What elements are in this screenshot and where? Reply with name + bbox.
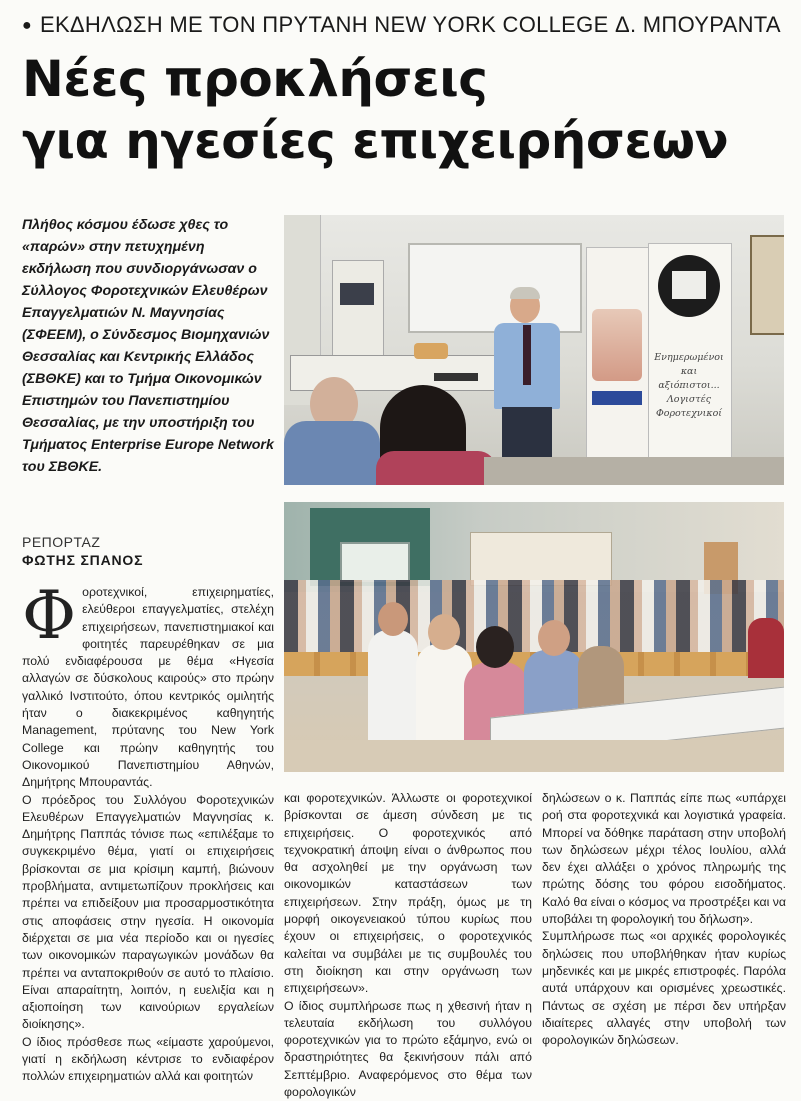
speaker-tie — [523, 325, 531, 385]
kicker-text: ΕΚΔΗΛΩΣΗ ΜΕ ΤΟΝ ΠΡΥΤΑΝΗ NEW YORK COLLEGE Δ. ΜΠΟΥΡΑΝΤΑ — [39, 12, 781, 37]
banner-text-4: Φοροτεχνικοί — [655, 408, 723, 419]
photo-speaker — [284, 215, 784, 485]
banner-text-3: Λογιστές — [666, 394, 712, 405]
banner-text — [650, 351, 728, 421]
floor — [484, 457, 784, 485]
paragraph-text: οροτεχνικοί, επιχειρηματίες, ελεύθεροι επαγγελματίες, στελέχη επιχειρήσεων, πανεπιστημιακοί και φοιτητές παρευρέθηκαν σε μια πολύ ενδιαφέρουσα με θέμα «Ηγεσία αλλαγών σε δύσκολους καιρούς» στο πρώην γαλλικό Ινστιτούτο, όπου κεντρικός ομιλητής ήταν ο διακεκριμένος καθηγητής Management, πρύτανης του New York College και πρώην καθηγητής του Οικονομικού Πανεπιστημίου Αθηνών, Δημήτρης Μπουραντάς. — [22, 585, 274, 790]
banner-text-1: Ενημερωμένοι — [654, 352, 724, 363]
lead-paragraph: Πλήθος κόσμου έδωσε χθες το «παρών» στην πετυχημένη εκδήλωση που συνδιοργάνωσαν ο Σύλλογος Φοροτεχνικών Ελευθέρων Επαγγελματιών Ν. Μαγνησίας (ΣΦΕΕΜ), ο Σύνδεσμος Βιομηχανιών Θεσσαλίας και Κεντρικής Ελλάδος (ΣΒΘΚΕ) και το Τμήμα Οικονομικών Επιστημών του Πανεπιστημίου Θεσσαλίας, με την υποστήριξη του Τμήματος Enterprise Europe Network του ΣΒΘΚΕ. — [22, 217, 274, 475]
bullet-icon: ● — [22, 17, 32, 35]
chair — [414, 343, 448, 359]
wall-frame — [750, 235, 784, 335]
headline-line-1: Νέες προκλήσεις — [22, 50, 488, 108]
small-poster-graphic — [340, 283, 374, 305]
dropcap: Φ — [22, 577, 77, 654]
person-blue-shirt-head — [538, 620, 570, 656]
window — [340, 542, 410, 582]
floor — [284, 740, 784, 772]
speaker-trousers — [502, 407, 552, 463]
desk-laptop — [434, 373, 478, 381]
audience-man-body — [284, 421, 380, 485]
paragraph — [22, 577, 274, 792]
paragraph: Ο πρόεδρος του Συλλόγου Φοροτεχνικών Ελευθέρων Επαγγελματιών Μαγνησίας κ. Δημήτρης Παππάς τόνισε πως «επιλέξαμε το συγκεκριμένο θέμα, γιατί οι επιχειρήσεις βρίσκονται σε μια κρίσιμη καμπή, βιώνουν προβλήματα, αντιμετωπίζουν προκλήσεις και πρέπει να επιδείξουν μια προσαρμοστικότητα στις αποφάσεις στην ηγεσία. Η οικονομία διέρχεται σε μια νέα περίοδο και οι ηγεσίες των οικονομικών παραγωγικών μονάδων θα πρέπει να ανταποκριθούν σε αυτό το πλαίσιο. Είναι απαραίτητη, λοιπόν, η ευελιξία και η αξιοποίηση των καινούριων εργαλείων διοίκησης». — [22, 792, 274, 1032]
banner-left-graphic — [592, 309, 642, 381]
paragraph: δηλώσεων ο κ. Παππάς είπε πως «υπάρχει ροή στα φοροτεχνικά και λογιστικά γραφεία. Μπορεί να δόθηκε παράταση στην υποβολή των δηλώσεων μέχρι τέλος Ιουλίου, αλλά δεν έχει αλλάξει ο χρόνος πληρωμής της πρώτης δόσης του φόρου εισοδήματος. Καλό θα είναι ο κόσμος να προστρέξει και να υποβάλει τη φορολογική του δήλωση». — [542, 791, 786, 927]
speaker-hair — [510, 287, 540, 299]
audience-woman-top — [376, 451, 496, 485]
article-column-2 — [284, 790, 532, 1101]
banner-text-2: και αξιόπιστοι... — [658, 366, 720, 391]
whiteboard — [470, 532, 612, 586]
person-red-shirt — [748, 618, 784, 678]
paragraph: Συμπλήρωσε πως «οι αρχικές φορολογικές δηλώσεις που υποβλήθηκαν ήταν κυρίως μηδενικές και με μικρές επιστροφές. Παρόλα αυτά υπάρχουν και ορισμένες χρεωστικές. Πάντως σε σχέση με πέρσι δεν υπήρξαν ιδιαίτερες αλλαγές στην υποβολή των φορολογικών δηλώσεων. — [542, 929, 786, 1048]
article-column-3 — [542, 790, 786, 1049]
paragraph: Ο ίδιος συμπλήρωσε πως η χθεσινή ήταν η τελευταία εκδήλωση του συλλόγου φοροτεχνικών για το πρώτο εξάμηνο, ενώ οι δραστηριότητες θα ξεκινήσουν πάλι από Σεπτέμβριο. Αναφερόμενος στο θέμα των φορολογικών — [284, 998, 532, 1100]
article-column-1 — [22, 577, 274, 1086]
whiteboard — [408, 243, 582, 333]
reporter-name: ΦΩΤΗΣ ΣΠΑΝΟΣ — [22, 552, 144, 568]
small-poster — [332, 260, 384, 362]
headline — [22, 48, 792, 172]
banner-logo-inner — [672, 271, 706, 299]
banner-left-eu-strip — [592, 391, 642, 405]
kicker — [22, 12, 782, 38]
headline-line-2: για ηγεσίες επιχειρήσεων — [22, 112, 729, 170]
person-white-shirt-head — [378, 602, 408, 636]
person-white-top-woman-head — [428, 614, 460, 650]
paragraph: Ο ίδιος πρόσθεσε πως «είμαστε χαρούμενοι, γιατί η εκδήλωση κέντρισε το ενδιαφέρον πολλών επιχειρηματιών αλλά και φοιτητών — [22, 1034, 274, 1084]
person-white-shirt — [368, 630, 418, 740]
reporter-label: ΡΕΠΟΡΤΑΖ — [22, 534, 101, 550]
person-pink-top-head — [476, 626, 514, 668]
paragraph: και φοροτεχνικών. Άλλωστε οι φοροτεχνικοί βρίσκονται σε άμεση σύνδεση με τις επιχειρήσεις. Ο φοροτεχνικός από τεχνοκρατική άποψη είναι ο άνθρωπος που θα ασχοληθεί με την οργάνωση των οικονομικών καταστάσεων των επιχειρήσεων. Στην πράξη, όμως με τη μορφή οικογενειακού τύπου κυρίως που έχουν οι επιχειρήσεις, ο φοροτεχνικός καλείται να συμβάλει με τις συμβουλές του στη διοίκηση και στην οργάνωση των επιχειρήσεων». — [284, 791, 532, 996]
photo-audience — [284, 502, 784, 772]
